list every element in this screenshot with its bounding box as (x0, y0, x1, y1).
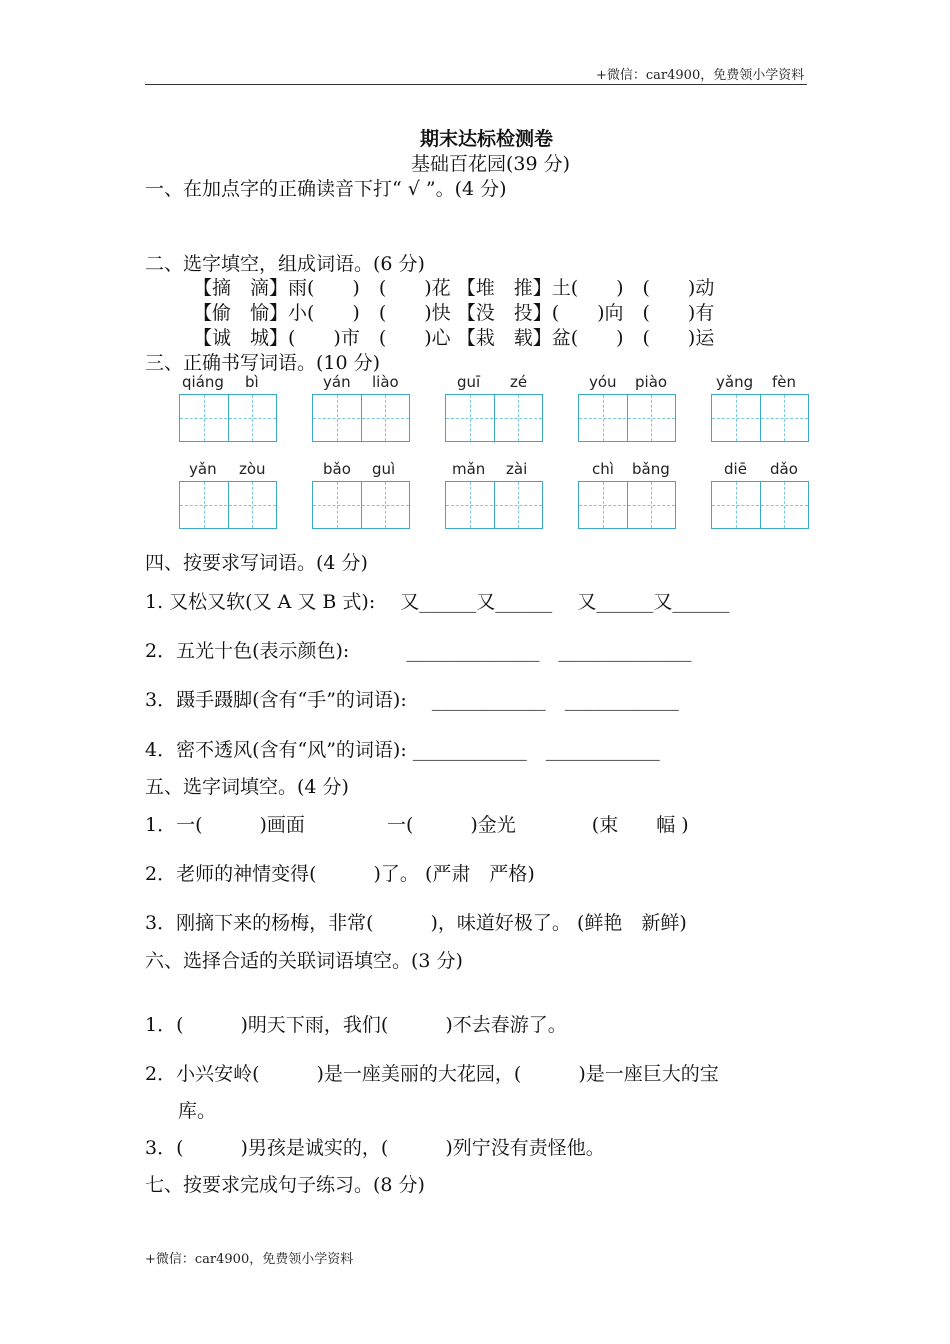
section-3-heading: 三、正确书写词语。(10 分) (145, 352, 381, 374)
section-4-item-1: 1. 又松又软(又 A 又 B 式): 又______又______ 又______又______ (145, 591, 730, 613)
writing-grid[interactable] (445, 394, 543, 442)
pinyin: diē (724, 460, 747, 478)
section-5-item-1: 1．一( )画面 一( )金光 (束 幅 ) (145, 814, 689, 836)
writing-grid[interactable] (312, 394, 410, 442)
pinyin: bì (245, 373, 259, 391)
pinyin: bǎng (632, 460, 670, 478)
section-4-item-2: 2．五光十色(表示颜色): ______________ ______________ (145, 640, 692, 662)
writing-grid[interactable] (445, 481, 543, 529)
pinyin: zài (506, 460, 528, 478)
pinyin: dǎo (770, 460, 798, 478)
pinyin: yóu (589, 373, 617, 391)
writing-grid[interactable] (312, 481, 410, 529)
section-4-heading: 四、按要求写词语。(4 分) (145, 552, 368, 574)
pinyin: zé (510, 373, 528, 391)
section-6-item-2-cont: 库。 (178, 1100, 217, 1122)
section-2-line-2: 【偷 愉】小( ) ( )快 【没 投】( )向 ( )有 (193, 302, 715, 324)
pinyin: bǎo (323, 460, 351, 478)
writing-grid[interactable] (179, 394, 277, 442)
header-rule (145, 84, 807, 85)
section-6-heading: 六、选择合适的关联词语填空。(3 分) (145, 950, 463, 972)
section-2-line-3: 【诚 城】( )市 ( )心 【栽 载】盆( ) ( )运 (193, 327, 715, 349)
pinyin: guì (372, 460, 396, 478)
section-4-item-3: 3．蹑手蹑脚(含有“手”的词语): ____________ ____________ (145, 689, 679, 711)
page-title: 期末达标检测卷 (420, 128, 554, 150)
pinyin: qiáng (182, 373, 224, 391)
writing-grid[interactable] (711, 481, 809, 529)
page-footer-text: +微信：car4900，免费领小学资料 (145, 1252, 354, 1267)
section-5-item-2: 2．老师的神情变得( )了。 (严肃 严格) (145, 863, 535, 885)
pinyin: yǎn (189, 460, 217, 478)
section-7-heading: 七、按要求完成句子练习。(8 分) (145, 1174, 425, 1196)
writing-grid[interactable] (578, 481, 676, 529)
section-1-heading: 一、在加点字的正确读音下打“ √ ”。(4 分) (145, 178, 507, 200)
pinyin: chì (592, 460, 614, 478)
page-subtitle: 基础百花园(39 分) (411, 153, 571, 175)
pinyin: liào (372, 373, 399, 391)
pinyin: yán (323, 373, 351, 391)
section-2-line-1: 【摘 滴】雨( ) ( )花 【堆 推】土( ) ( )动 (193, 277, 715, 299)
page-header-text: +微信：car4900，免费领小学资料 (596, 68, 805, 83)
writing-grid[interactable] (179, 481, 277, 529)
pinyin: yǎng (716, 373, 754, 391)
writing-grid[interactable] (711, 394, 809, 442)
pinyin: fèn (772, 373, 797, 391)
section-6-item-2: 2．小兴安岭( )是一座美丽的大花园，( )是一座巨大的宝 (145, 1063, 719, 1085)
pinyin: mǎn (452, 460, 486, 478)
section-2-heading: 二、选字填空，组成词语。(6 分) (145, 253, 425, 275)
section-6-item-3: 3．( )男孩是诚实的，( )列宁没有责怪他。 (145, 1137, 605, 1159)
section-5-item-3: 3．刚摘下来的杨梅，非常( )，味道好极了。 (鲜艳 新鲜) (145, 912, 687, 934)
section-4-item-4: 4．密不透风(含有“风”的词语): ____________ ____________ (145, 739, 660, 761)
section-5-heading: 五、选字词填空。(4 分) (145, 776, 349, 798)
pinyin: guī (457, 373, 481, 391)
pinyin: piào (635, 373, 668, 391)
writing-grid[interactable] (578, 394, 676, 442)
section-6-item-1: 1．( )明天下雨，我们( )不去春游了。 (145, 1014, 567, 1036)
pinyin: zòu (239, 460, 266, 478)
